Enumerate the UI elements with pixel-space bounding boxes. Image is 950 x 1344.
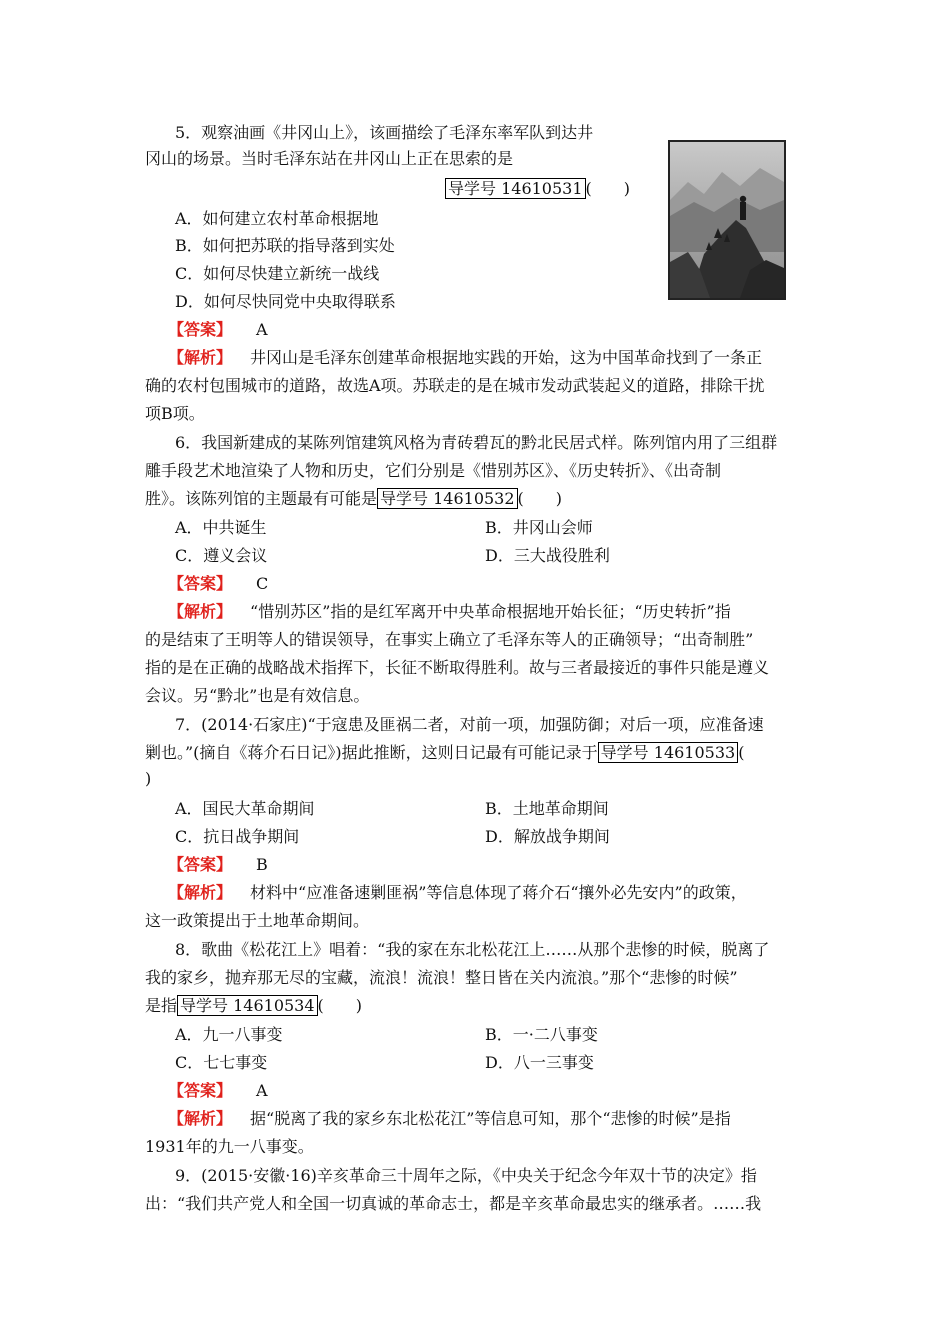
q5-answer bbox=[168, 317, 833, 343]
q7-answer-value: B bbox=[256, 855, 268, 874]
q6-explain-line-1: 【解析】 “惜别苏区”指的是红军离开中央革命根据地开始长征；“历史转折”指 bbox=[168, 602, 731, 621]
q6-explain-line-2: 的是结束了王明等人的错误领导，在事实上确立了毛泽东等人的正确领导；“出奇制胜” bbox=[145, 630, 754, 649]
q5-explain-line-1: 【解析】 井冈山是毛泽东创建革命根据地实践的开始，这为中国革命找到了一条正 bbox=[168, 348, 763, 367]
q8-option-d: D．八一三事变 bbox=[485, 1053, 594, 1072]
q8-option-c: C．七七事变 bbox=[175, 1053, 268, 1072]
q6-answer-paren: ( ) bbox=[517, 489, 563, 508]
q6-option-b: B．井冈山会师 bbox=[485, 518, 593, 537]
q7-explain-line-2: 这一政策提出于土地革命期间。 bbox=[145, 911, 370, 930]
q8-answer bbox=[168, 1078, 833, 1104]
q9-stem-line-1: 9．(2015·安徽·16)辛亥革命三十周年之际，《中央关于纪念今年双十节的决定》指 bbox=[175, 1166, 757, 1185]
q8-answer-paren: ( ) bbox=[317, 996, 363, 1015]
q9-stem-line-2: 出：“我们共产党人和全国一切真诚的革命志士，都是辛亥革命最忠实的继承者。……我 bbox=[145, 1194, 762, 1213]
q7-option-a: A．国民大革命期间 bbox=[175, 799, 315, 818]
q6-stem-line-3: 胜》。该陈列馆的主题最有可能是 导学号 14610532 ( ) bbox=[145, 489, 563, 508]
q8-answer-label: 【答案】 bbox=[168, 1081, 233, 1100]
q5-guide-number: 导学号 14610531 bbox=[445, 178, 586, 199]
q7-guide-number: 导学号 14610533 bbox=[598, 742, 739, 763]
q8-option-a: A．九一八事变 bbox=[175, 1025, 283, 1044]
q6-stem-line-2: 雕手段艺术地渲染了人物和历史，它们分别是《惜别苏区》、《历史转折》、《出奇制 bbox=[145, 461, 722, 480]
q6-stem-line-1: 6．我国新建成的某陈列馆建筑风格为青砖碧瓦的黔北民居式样。陈列馆内用了三组群 bbox=[175, 433, 778, 452]
q6-answer bbox=[168, 571, 833, 597]
q6-option-a: A．中共诞生 bbox=[175, 518, 267, 537]
q6-answer-value: C bbox=[256, 574, 269, 593]
q7-option-d: D．解放战争期间 bbox=[485, 827, 610, 846]
q8-guide-number: 导学号 14610534 bbox=[177, 995, 318, 1016]
q8-stem-line-2: 我的家乡，抛弃那无尽的宝藏，流浪！流浪！整日皆在关内流浪。”那个“悲惨的时候” bbox=[145, 968, 738, 987]
q6-explain-label: 【解析】 bbox=[168, 602, 233, 621]
q5-stem-line-1: 5．观察油画《井冈山上》，该画描绘了毛泽东率军队到达井 bbox=[175, 123, 594, 142]
q5-option-c: C．如何尽快建立新统一战线 bbox=[175, 264, 380, 283]
q7-explain-label: 【解析】 bbox=[168, 883, 233, 902]
q8-stem-line-3: 是指 导学号 14610534 ( ) bbox=[145, 996, 363, 1015]
q7-answer-label: 【答案】 bbox=[168, 855, 233, 874]
q5-explain-label: 【解析】 bbox=[168, 348, 233, 367]
q5-option-b: B．如何把苏联的指导落到实处 bbox=[175, 236, 395, 255]
q5-answer-paren: ( ) bbox=[585, 179, 631, 198]
q6-guide-number: 导学号 14610532 bbox=[377, 488, 518, 509]
q5-stem-line-2: 冈山的场景。当时毛泽东站在井冈山上正在思索的是 bbox=[145, 149, 514, 168]
q6-option-c: C．遵义会议 bbox=[175, 546, 268, 565]
q8-explain-line-1: 【解析】 据“脱离了我的家乡东北松花江”等信息可知，那个“悲惨的时候”是指 bbox=[168, 1109, 731, 1128]
q8-explain-label: 【解析】 bbox=[168, 1109, 233, 1128]
q6-explain-line-4: 会议。另“黔北”也是有效信息。 bbox=[145, 686, 370, 705]
q8-stem-line-1: 8．歌曲《松花江上》唱着：“我的家在东北松花江上……从那个悲惨的时候，脱离了 bbox=[175, 940, 770, 959]
q5-answer-label: 【答案】 bbox=[168, 320, 233, 339]
q5-option-d: D．如何尽快同党中央取得联系 bbox=[175, 292, 396, 311]
q8-explain-line-2: 1931年的九一八事变。 bbox=[145, 1137, 314, 1156]
q6-option-d: D．三大战役胜利 bbox=[485, 546, 610, 565]
q5-explain-line-3: 项B项。 bbox=[145, 404, 205, 423]
q7-stem-line-1: 7．(2014·石家庄)“于寇患及匪祸二者，对前一项，加强防御；对后一项，应准备速 bbox=[175, 715, 764, 734]
q8-option-b: B．一·二八事变 bbox=[485, 1025, 598, 1044]
q6-explain-line-3: 指的是在正确的战略战术指挥下，长征不断取得胜利。故与三者最接近的事件只能是遵义 bbox=[145, 658, 770, 677]
q7-stem-line-2: 剿也。”(摘自《蒋介石日记》)据此推断，这则日记最有可能记录于 导学号 14610533 ( bbox=[145, 743, 745, 762]
q5-explain-line-2: 确的农村包围城市的道路，故选A项。苏联走的是在城市发动武装起义的道路，排除干扰 bbox=[145, 376, 765, 395]
q5-option-a: A．如何建立农村革命根据地 bbox=[175, 209, 379, 228]
q5-answer-value: A bbox=[256, 320, 268, 339]
q7-paren-close: ) bbox=[145, 769, 152, 788]
q7-explain-line-1: 【解析】 材料中“应准备速剿匪祸”等信息体现了蒋介石“攘外必先安内”的政策， bbox=[168, 883, 747, 902]
q7-answer bbox=[168, 852, 833, 878]
q7-option-c: C．抗日战争期间 bbox=[175, 827, 300, 846]
q8-answer-value: A bbox=[256, 1081, 268, 1100]
q7-option-b: B．土地革命期间 bbox=[485, 799, 609, 818]
q6-answer-label: 【答案】 bbox=[168, 574, 233, 593]
q5-guide-line bbox=[445, 176, 665, 202]
